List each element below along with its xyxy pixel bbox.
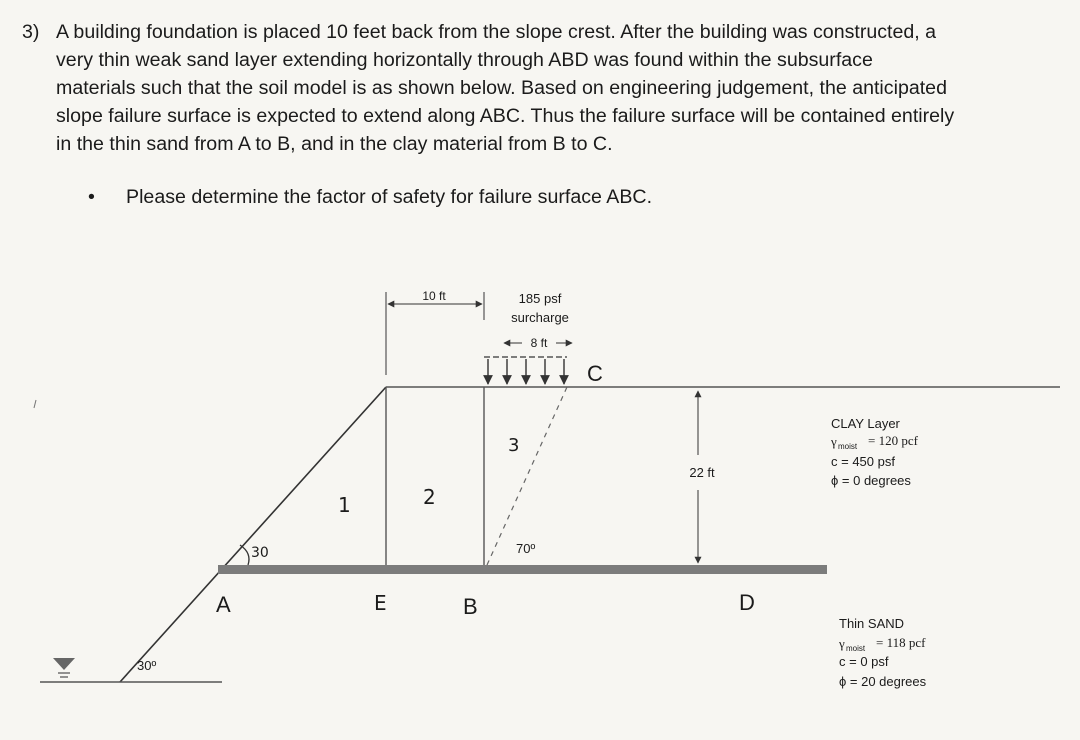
clay-gamma-symbol: γ (831, 434, 837, 449)
sand-gamma-symbol: γ (839, 636, 845, 651)
slice-3-label: 3 (508, 435, 520, 456)
sand-title: Thin SAND (839, 616, 905, 631)
problem-line-2: very thin weak sand layer extending horizontally through ABD was found within the subsurface (56, 49, 873, 71)
problem-line-3: materials such that the soil model is as shown below. Based on engineering judgement, the anticipated (56, 77, 947, 99)
slice-1-label: 1 (338, 493, 351, 517)
task-text: Please determine the factor of safety for failure surface ABC. (126, 186, 653, 208)
dim-22ft-label: 22 ft (689, 465, 715, 480)
point-c-label: C (587, 361, 603, 386)
thin-sand-layer (218, 565, 827, 574)
sand-gamma-value: = 118 pcf (876, 635, 926, 650)
slice-2-label: 2 (423, 485, 436, 509)
angle-30-base-label: 30º (137, 658, 157, 673)
point-a-label: A (216, 592, 231, 617)
question-number: 3) (22, 21, 40, 43)
dim-10ft-label: 10 ft (422, 289, 446, 303)
sand-gamma-sub: moist (846, 644, 866, 653)
clay-cohesion: c = 450 psf (831, 454, 895, 469)
dim-8ft-label: 8 ft (530, 336, 548, 350)
point-b-label: B (463, 594, 478, 619)
slope-face-line (120, 387, 386, 682)
angle-30-hand-label: 30 (251, 545, 269, 561)
problem-line-5: in the thin sand from A to B, and in the clay material from B to C. (56, 133, 613, 155)
point-e-label: E (374, 591, 387, 615)
failure-line-bc (487, 387, 567, 565)
angle-70-label: 70º (516, 541, 536, 556)
clay-phi: ϕ = 0 degrees (831, 473, 911, 488)
problem-line-1: 3) A building foundation is placed 10 feet back from the slope crest. After the building was constructed, a (22, 18, 1062, 46)
sand-cohesion: c = 0 psf (839, 654, 889, 669)
surcharge-value: 185 psf (518, 291, 562, 306)
point-d-label: D (739, 590, 755, 615)
surcharge-label: surcharge (511, 310, 569, 325)
clay-gamma-sub: moist (838, 442, 858, 451)
problem-line-4: slope failure surface is expected to extend along ABC. Thus the failure surface will be contained entirely (56, 105, 955, 127)
clay-gamma-value: = 120 pcf (868, 433, 918, 448)
margin-tick (34, 400, 36, 408)
clay-title: CLAY Layer (831, 416, 900, 431)
sand-phi: ϕ = 20 degrees (839, 674, 927, 689)
bullet-dot: • (88, 186, 95, 208)
water-table-icon (53, 658, 75, 670)
